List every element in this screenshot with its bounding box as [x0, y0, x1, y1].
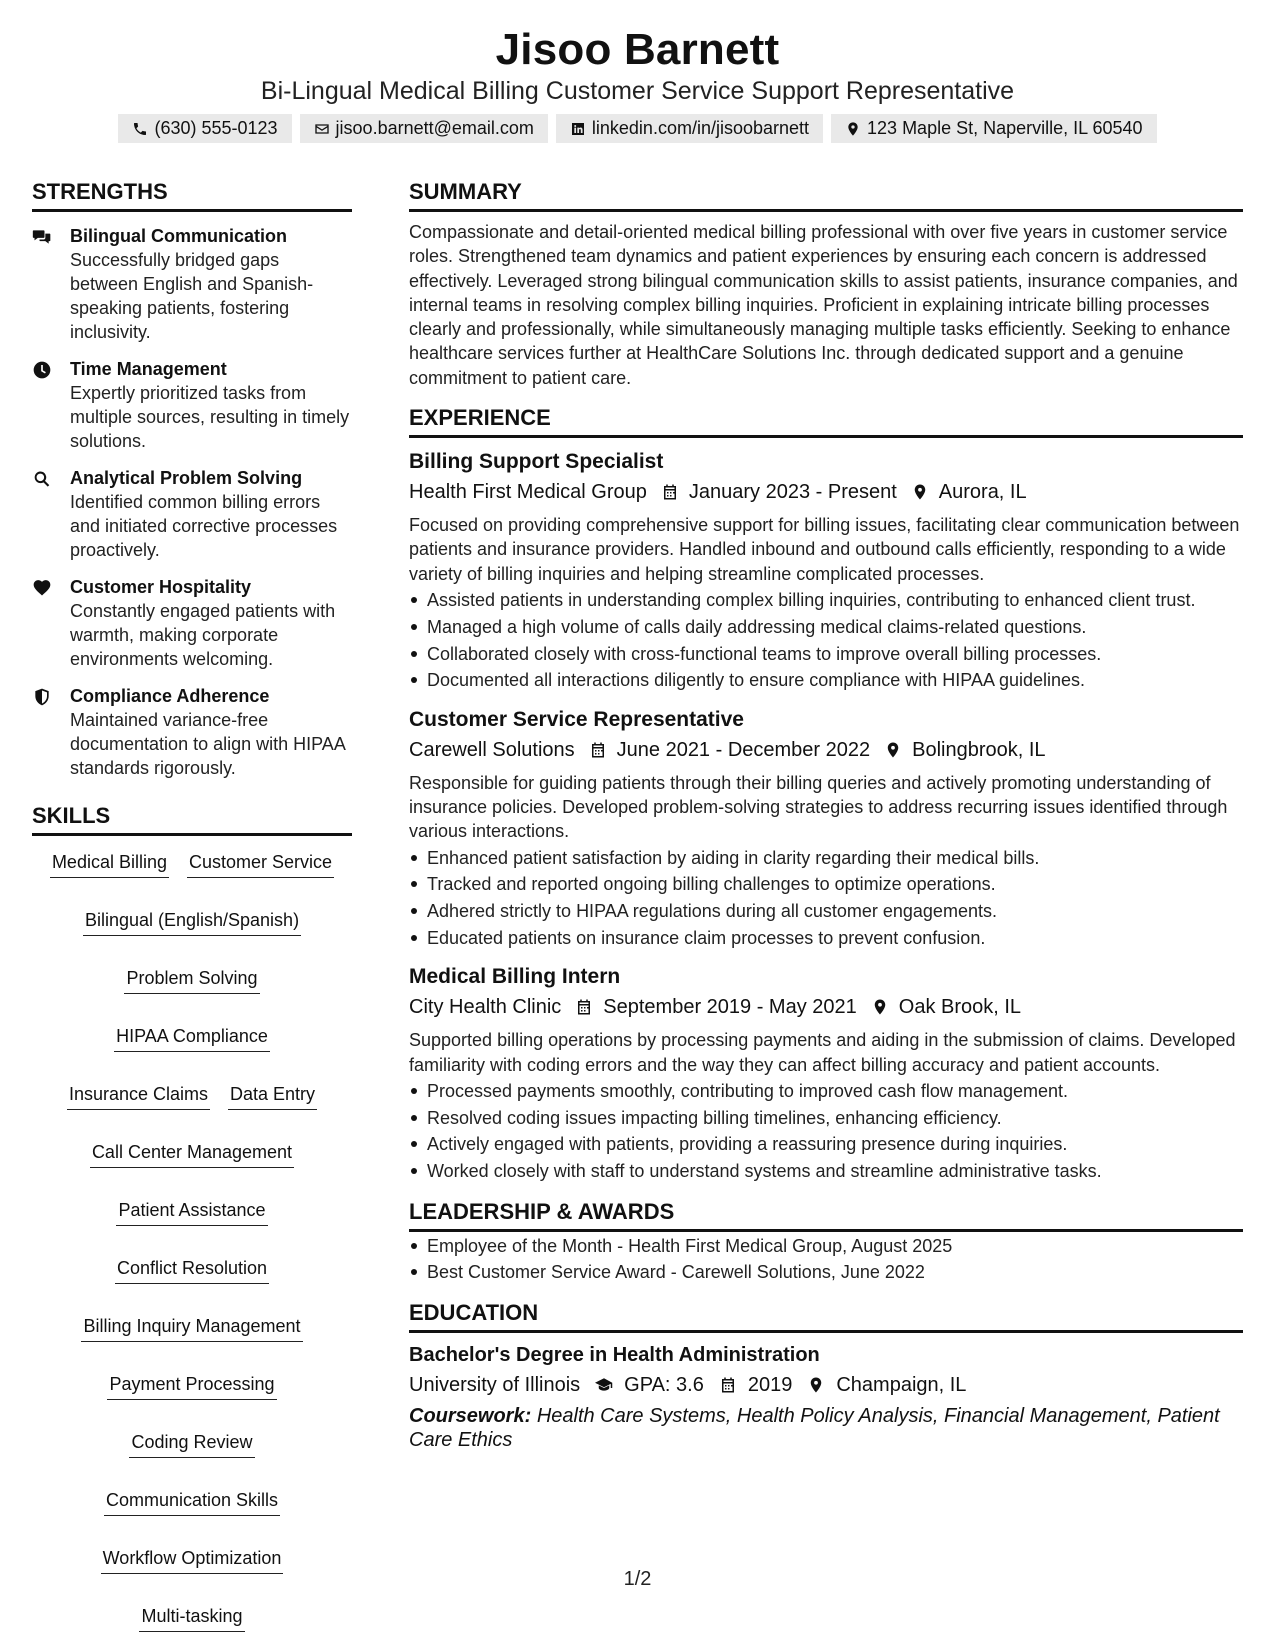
job-company: Carewell Solutions	[409, 738, 575, 761]
summary-heading: SUMMARY	[409, 178, 1243, 212]
job-bullet: Adhered strictly to HIPAA regulations during all customer engagements.	[409, 899, 1243, 923]
skill-tag: Coding Review	[129, 1430, 254, 1458]
graduation-cap-icon	[594, 1376, 614, 1394]
education-entry	[409, 1341, 1243, 1452]
contact-address-text: 123 Maple St, Naperville, IL 60540	[867, 118, 1143, 138]
experience-heading: EXPERIENCE	[409, 404, 1243, 438]
skill-tag: Multi-tasking	[139, 1604, 244, 1632]
job-bullet: Educated patients on insurance claim processes to prevent confusion.	[409, 926, 1243, 950]
skill-tag: HIPAA Compliance	[114, 1024, 270, 1052]
job-location: Bolingbrook, IL	[912, 738, 1046, 761]
coursework-label: Coursework:	[409, 1404, 532, 1427]
strength-desc: Successfully bridged gaps between English and Spanish-speaking patients, fostering inclusivity.	[70, 250, 314, 342]
calendar-icon	[589, 741, 607, 759]
job-bullets	[409, 588, 1243, 693]
job-bullets	[409, 846, 1243, 951]
job-meta	[409, 477, 1243, 507]
skills-heading: SKILLS	[32, 802, 352, 836]
job-description: Responsible for guiding patients through their billing queries and actively promoting understanding of insurance policies. Developed problem-solving strategies to address recurring issues identified through various interactions.	[409, 772, 1228, 842]
candidate-name: Jisoo Barnett	[495, 25, 780, 74]
skill-tag: Data Entry	[228, 1082, 317, 1110]
job-title: Billing Support Specialist	[409, 450, 664, 474]
strength-title: Compliance Adherence	[70, 686, 270, 706]
job-entry	[409, 706, 1243, 951]
contact-address	[831, 114, 1157, 143]
contact-linkedin-text: linkedin.com/in/jisoobarnett	[591, 118, 810, 138]
skill-tag: Problem Solving	[124, 966, 259, 994]
job-title: Medical Billing Intern	[409, 965, 621, 989]
calendar-icon	[718, 1376, 738, 1394]
education-heading: EDUCATION	[409, 1299, 1243, 1333]
contact-bar	[0, 114, 1275, 143]
skill-tag: Patient Assistance	[116, 1198, 267, 1226]
heart-icon	[32, 578, 52, 598]
coursework-text: Health Care Systems, Health Policy Analysis, Financial Management, Patient Care Ethics	[409, 1404, 1220, 1451]
skills-list	[32, 850, 352, 1632]
map-pin-icon	[884, 741, 902, 759]
strengths-list	[32, 224, 352, 780]
job-bullets	[409, 1079, 1243, 1184]
strength-item	[32, 224, 352, 344]
calendar-icon	[575, 998, 593, 1016]
map-pin-icon	[806, 1376, 826, 1394]
job-dates: June 2021 - December 2022	[616, 738, 871, 761]
job-dates: September 2019 - May 2021	[603, 996, 857, 1019]
skill-tag: Bilingual (English/Spanish)	[83, 908, 301, 936]
contact-phone	[118, 114, 291, 143]
job-description: Focused on providing comprehensive support for billing issues, facilitating clear communication between patients and insurance providers. Handled inbound and outbound calls efficiently, responding to a wide variety of billing inquiries and helping streamline complicated processes.	[409, 515, 1240, 584]
gpa: GPA: 3.6	[624, 1373, 704, 1396]
coursework	[409, 1404, 1243, 1452]
strength-desc: Identified common billing errors and initiated corrective processes proactively.	[70, 492, 338, 560]
job-bullet: Documented all interactions diligently to ensure compliance with HIPAA guidelines.	[409, 668, 1243, 692]
skill-tag: Workflow Optimization	[101, 1546, 284, 1574]
job-title: Customer Service Representative	[409, 707, 744, 731]
contact-phone-text: (630) 555-0123	[154, 118, 278, 138]
right-column	[409, 178, 1243, 1452]
strength-title: Time Management	[70, 359, 227, 379]
job-bullet: Managed a high volume of calls daily addressing medical claims-related questions.	[409, 615, 1243, 639]
job-dates: January 2023 - Present	[688, 481, 897, 504]
contact-linkedin[interactable]	[556, 114, 823, 143]
strength-desc: Expertly prioritized tasks from multiple sources, resulting in timely solutions.	[70, 383, 350, 451]
skill-tag: Billing Inquiry Management	[81, 1314, 302, 1342]
chat-bubbles-icon	[32, 227, 52, 247]
contact-email[interactable]	[300, 114, 548, 143]
job-entry	[409, 963, 1243, 1183]
strength-item	[32, 575, 352, 671]
strengths-heading: STRENGTHS	[32, 178, 352, 212]
map-pin-icon	[871, 998, 889, 1016]
strength-title: Bilingual Communication	[70, 226, 288, 246]
job-bullet: Collaborated closely with cross-functional teams to improve overall billing processes.	[409, 642, 1243, 666]
degree-title: Bachelor's Degree in Health Administration	[409, 1343, 820, 1366]
job-bullet: Resolved coding issues impacting billing timelines, enhancing efficiency.	[409, 1106, 1243, 1130]
phone-icon	[132, 121, 148, 137]
job-description: Supported billing operations by processing payments and aiding in the submission of claims. Developed familiarity with coding errors and the way they can affect billing accuracy and patient accounts.	[409, 1030, 1236, 1075]
job-location: Aurora, IL	[938, 481, 1027, 504]
left-column	[32, 178, 352, 1632]
strength-desc: Maintained variance-free documentation to align with HIPAA standards rigorously.	[70, 710, 345, 778]
job-bullet: Processed payments smoothly, contributing to improved cash flow management.	[409, 1079, 1243, 1103]
job-bullet: Worked closely with staff to understand systems and streamline administrative tasks.	[409, 1159, 1243, 1183]
skill-tag: Payment Processing	[107, 1372, 276, 1400]
award-item: Employee of the Month - Health First Medical Group, August 2025	[409, 1234, 1243, 1258]
leadership-list	[409, 1234, 1243, 1285]
contact-email-text: jisoo.barnett@email.com	[335, 118, 534, 138]
job-bullet: Tracked and reported ongoing billing challenges to optimize operations.	[409, 872, 1243, 896]
envelope-icon	[314, 121, 330, 137]
shield-icon	[32, 687, 52, 707]
linkedin-icon	[570, 121, 586, 137]
job-company: Health First Medical Group	[409, 481, 647, 504]
candidate-title: Bi-Lingual Medical Billing Customer Service Support Representative	[260, 77, 1015, 105]
job-bullet: Assisted patients in understanding complex billing inquiries, contributing to enhanced client trust.	[409, 588, 1243, 612]
job-entry	[409, 448, 1243, 693]
clock-icon	[32, 360, 52, 380]
job-company: City Health Clinic	[409, 996, 562, 1019]
map-pin-icon	[911, 483, 929, 501]
skill-tag: Conflict Resolution	[115, 1256, 269, 1284]
strength-item	[32, 357, 352, 453]
skill-tag: Customer Service	[187, 850, 334, 878]
skill-tag: Call Center Management	[90, 1140, 294, 1168]
map-pin-icon	[845, 121, 861, 137]
job-bullet: Enhanced patient satisfaction by aiding in clarity regarding their medical bills.	[409, 846, 1243, 870]
summary-text: Compassionate and detail-oriented medical billing professional with over five years in customer service roles. Strengthened team dynamics and patient experiences by ensuring each concern is addressed effectively. Leveraged strong bilingual communication skills to assist patients, insurance companies, and internal teams in resolving complex billing inquiries. Proficient in explaining intricate billing processes clearly and professionally, while simultaneously managing multiple tasks efficiently. Seeking to enhance healthcare services further at HealthCare Solutions Inc. through dedicated support and a genuine commitment to patient care.	[409, 222, 1238, 388]
skill-tag: Insurance Claims	[67, 1082, 210, 1110]
job-meta	[409, 992, 1243, 1022]
job-meta	[409, 735, 1243, 765]
skill-tag: Medical Billing	[50, 850, 169, 878]
job-bullet: Actively engaged with patients, providing a reassuring presence during inquiries.	[409, 1132, 1243, 1156]
strength-item	[32, 684, 352, 780]
skill-tag: Communication Skills	[104, 1488, 280, 1516]
strength-title: Customer Hospitality	[70, 577, 252, 597]
strength-title: Analytical Problem Solving	[70, 468, 303, 488]
leadership-heading: LEADERSHIP & AWARDS	[409, 1198, 1243, 1232]
graduation-year: 2019	[747, 1373, 793, 1396]
education-meta	[409, 1370, 1243, 1400]
resume-header	[0, 24, 1275, 143]
school-name: University of Illinois	[409, 1373, 581, 1396]
strength-desc: Constantly engaged patients with warmth, making corporate environments welcoming.	[70, 601, 336, 669]
search-icon	[32, 469, 52, 489]
school-location: Champaign, IL	[836, 1373, 967, 1396]
job-location: Oak Brook, IL	[898, 996, 1022, 1019]
page-number: 1/2	[623, 1568, 652, 1590]
award-item: Best Customer Service Award - Carewell Solutions, June 2022	[409, 1260, 1243, 1284]
strength-item	[32, 466, 352, 562]
calendar-icon	[661, 483, 679, 501]
